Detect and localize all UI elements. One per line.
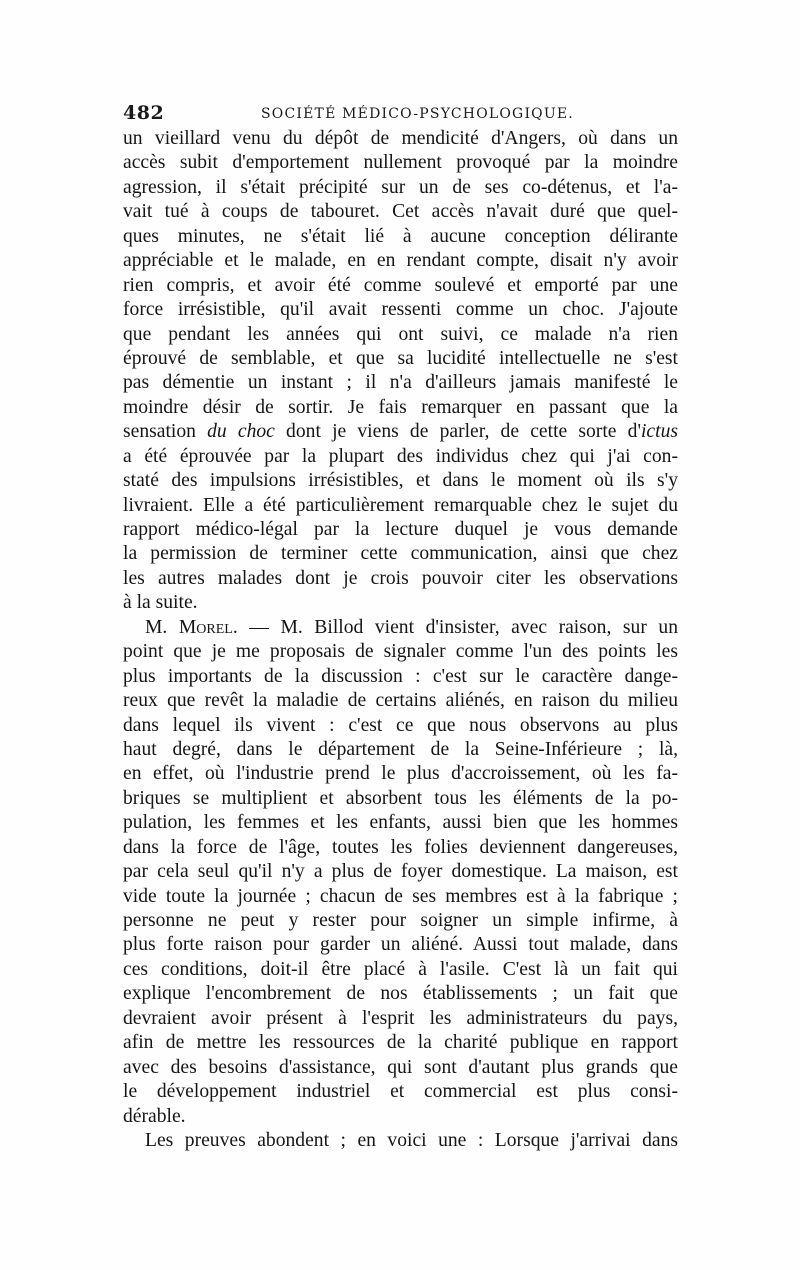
text-line-with-italics <box>123 420 678 444</box>
text-line: reux que revêt la maladie de certains aliénés, en raison du milieu <box>123 690 678 712</box>
text-line: explique l'encombrement de nos établissements ; un fait que <box>123 983 678 1005</box>
text-line: rapport médico-légal par la lecture duquel je vous demande <box>123 519 678 540</box>
text-line: en effet, où l'industrie prend le plus d'accroissement, où les fa- <box>123 763 678 785</box>
page-number: 482 <box>123 102 165 124</box>
text-run: dont je viens de parler, de cette sorte d' <box>274 421 641 443</box>
text-line: les autres malades dont je crois pouvoir citer les observations <box>123 567 678 589</box>
text-line: vait tué à coups de tabouret. Cet accès n'avait duré que quel- <box>123 201 678 223</box>
text-line: appréciable et le malade, en en rendant compte, disait n'y avoir <box>123 250 678 272</box>
text-run: . — M. Billod vient d'insister, avec raison, sur un <box>232 616 678 638</box>
text-line: dans lequel ils vivent : c'est ce que nous observons au plus <box>123 714 678 736</box>
text-line: dans la force de l'âge, toutes les folies deviennent dangereuses, <box>123 836 678 858</box>
text-line: accès subit d'emportement nullement provoqué par la moindre <box>123 152 678 174</box>
text-line: ces conditions, doit-il être placé à l'asile. C'est là un fait qui <box>123 958 678 980</box>
text-line: a été éprouvée par la plupart des individus chez qui j'ai con- <box>123 445 678 467</box>
text-line: afin de mettre les ressources de la charité publique en rapport <box>123 1032 678 1054</box>
text-run: sensation <box>123 421 208 443</box>
running-title: SOCIÉTÉ MÉDICO-PSYCHOLOGIQUE. <box>261 106 574 122</box>
text-line: livraient. Elle a été particulièrement remarquable chez le sujet du <box>123 494 678 516</box>
text-line: dérable. <box>123 1105 186 1127</box>
paragraph-1 <box>123 127 678 616</box>
text-line: le développement industriel et commercial est plus consi- <box>123 1081 678 1103</box>
text-line: que pendant les années qui ont suivi, ce malade n'a rien <box>123 323 678 345</box>
text-line: point que je me proposais de signaler comme l'un des points les <box>123 641 678 663</box>
text-line: plus forte raison pour garder un aliéné. Aussi tout malade, dans <box>123 934 678 956</box>
text-line: Les preuves abondent ; en voici une : Lorsque j'arrivai dans <box>145 1129 678 1151</box>
text-line: vide toute la journée ; chacun de ses membres est à la fabrique ; <box>123 885 678 907</box>
text-line: rien compris, et avoir été comme soulevé et emporté par une <box>123 274 678 296</box>
text-line: moindre désir de sortir. Je fais remarquer en passant que la <box>123 396 678 418</box>
text-line: haut degré, dans le département de la Seine-Inférieure ; là, <box>123 738 678 760</box>
text-line: plus importants de la discussion : c'est sur le caractère dange- <box>123 665 678 687</box>
speaker-name: Morel <box>178 616 233 638</box>
text-line: briques se multiplient et absorbent tous les éléments de la po- <box>123 787 678 809</box>
text-line: pas démentie un instant ; il n'a d'ailleurs jamais manifesté le <box>123 372 678 394</box>
page-header <box>123 100 678 130</box>
text-line: personne ne peut y rester pour soigner un simple infirme, à <box>123 910 678 931</box>
italic-term: du choc <box>207 421 275 443</box>
text-line: agression, il s'était précipité sur un de ses co-détenus, et l'a- <box>123 176 678 198</box>
speaker-prefix: M. <box>145 616 179 638</box>
text-line: avec des besoins d'assistance, qui sont d'autant plus grands que <box>123 1056 678 1078</box>
speaker-line <box>123 616 678 640</box>
text-line: éprouvé de semblable, et que sa lucidité intellectuelle ne s'est <box>123 347 678 369</box>
text-line: la permission de terminer cette communication, ainsi que chez <box>123 543 678 565</box>
text-line: pulation, les femmes et les enfants, aussi bien que les hommes <box>123 812 678 834</box>
text-line: force irrésistible, qu'il avait ressenti comme un choc. J'ajoute <box>123 299 678 321</box>
text-line: staté des impulsions irrésistibles, et dans le moment où ils s'y <box>123 470 678 492</box>
text-line: ques minutes, ne s'était lié à aucune conception délirante <box>123 225 678 247</box>
body-text <box>123 127 678 1153</box>
text-line: par cela seul qu'il n'y a plus de foyer domestique. La maison, est <box>123 861 678 883</box>
text-line: un vieillard venu du dépôt de mendicité d'Angers, où dans un <box>123 128 678 149</box>
paragraph-2 <box>123 616 678 1129</box>
text-line: à la suite. <box>123 592 198 614</box>
paragraph-3 <box>123 1129 678 1153</box>
text-line: devraient avoir présent à l'esprit les administrateurs du pays, <box>123 1007 678 1029</box>
italic-term: ictus <box>640 421 678 443</box>
